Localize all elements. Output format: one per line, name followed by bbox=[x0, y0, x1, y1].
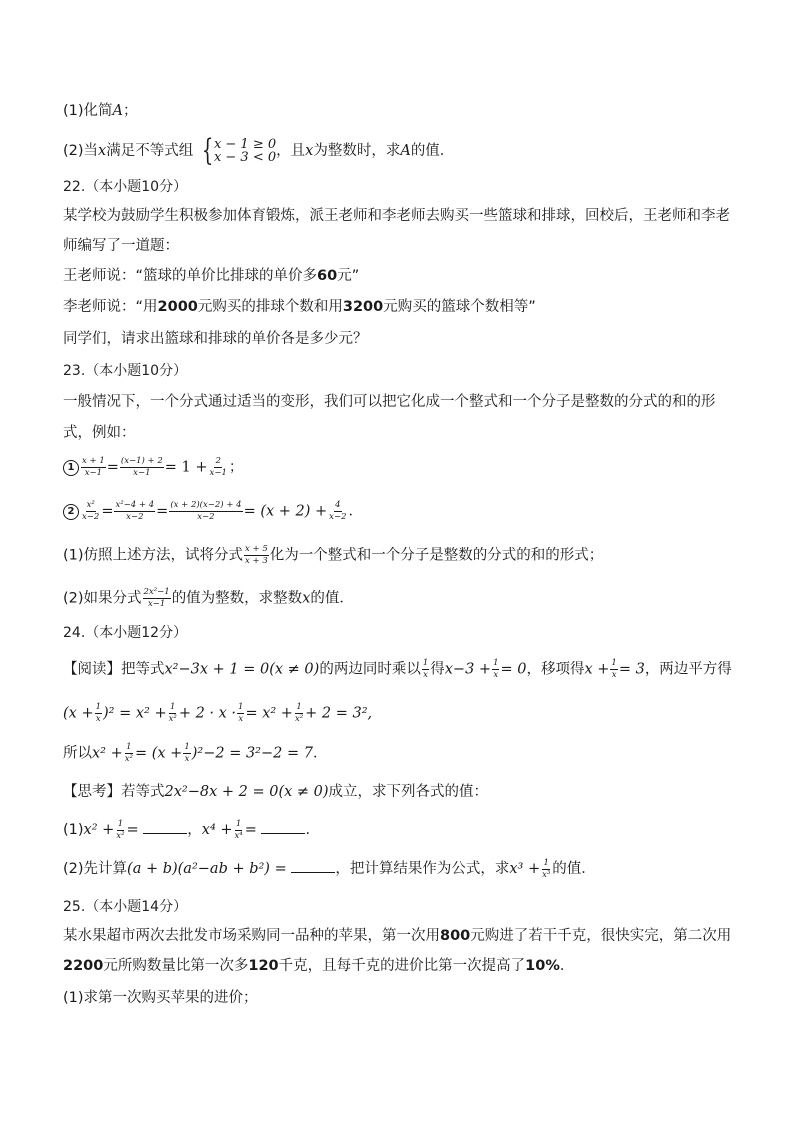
answer-blank-2[interactable] bbox=[261, 819, 305, 834]
q25-line2: 2200元所购数量比第一次多120千克，且每千克的进价比第一次提高了10%． bbox=[63, 958, 575, 974]
q22-wang: 王老师说：“篮球的单价比排球的单价多60元” bbox=[63, 268, 360, 284]
q22-line1: 某学校为鼓励学生积极参加体育锻炼，派王老师和李老师去购买一些篮球和排球，回校后，王老师和李老 bbox=[63, 208, 730, 224]
q23-part1: (1)仿照上述方法，试将分式 $\frac{x + 5}{x + 3}$ 化为一个整式和一个分子是整数的分式的和的形式； bbox=[63, 544, 604, 566]
answer-blank-3[interactable] bbox=[291, 858, 335, 873]
q25-line1: 某水果超市两次去批发市场采购同一品种的苹果，第一次用800元购进了若干千克，很快实完，第二次用 bbox=[63, 928, 732, 944]
circled-number-2: 2 bbox=[63, 504, 79, 520]
q21-part2: (2)当x满足不等式组 { x − 1 ≥ 0 x − 3 < 0 ，且x为整数时，求A的值． bbox=[63, 133, 455, 168]
q22-ask: 同学们，请求出篮球和排球的单价各是多少元？ bbox=[63, 331, 368, 347]
q21-part1: (1)化简A； bbox=[63, 103, 138, 119]
answer-blank-1[interactable] bbox=[143, 819, 187, 834]
q22-line2: 师编写了一道题： bbox=[63, 238, 179, 254]
q24-square-line: (x + $\frac{1}{x}$ )² = x² + $\frac{1}{\text{x²}}$ + 2 · x · $\frac{1}{x}$ = x² + $\frac{1}{\text{x²}}$ + 2 = 3², bbox=[63, 702, 373, 724]
q25-header: 25.（本小题14分） bbox=[63, 899, 188, 915]
q24-so-line: 所以x² + $\frac{1}{\text{x²}}$ = (x + $\frac{1}{x}$ )²−2 = 3²−2 = 7． bbox=[63, 742, 328, 764]
q23-example2: 2 $\frac{\text{x²}}{x-2}$ = $\frac{\text{x²−4 + 4}}{x-2}$ = $\frac{(x + 2)(x-2) + 4}{x-2}$ = (x + 2) + $\frac{4}{x-2}$ ． bbox=[63, 501, 754, 522]
q25-part1: (1)求第一次购买苹果的进价； bbox=[63, 990, 258, 1006]
q24-think: 【思考】若等式2x²−8x + 2 = 0(x ≠ 0)成立，求下列各式的值： bbox=[63, 784, 489, 800]
circled-number-1: 1 bbox=[63, 460, 79, 476]
q23-line1: 一般情况下，一个分式通过适当的变形，我们可以把它化成一个整式和一个分子是整数的分式的和的形 bbox=[63, 394, 716, 410]
q24-read: 【阅读】把等式x²−3x + 1 = 0(x ≠ 0)的两边同时乘以 $\frac{1}{x}$ 得x−3 + $\frac{1}{x}$ = 0，移项得x + $\frac{1}{x}$ = 3，两边平方得 bbox=[63, 658, 732, 680]
q23-example1: 1 $\frac{x + 1}{x-1}$ = $\frac{(x-1) + 2}{x-1}$ = 1 + $\frac{2}{x-1}$ ； bbox=[63, 457, 754, 478]
q24-part2: (2)先计算(a + b)(a²−ab + b²) = ，把计算结果作为公式，求x³ + $\frac{1}{\text{x³}}$ 的值． bbox=[63, 857, 596, 880]
inequality-system: { x − 1 ≥ 0 x − 3 < 0 bbox=[201, 133, 277, 168]
q24-header: 24.（本小题12分） bbox=[63, 625, 188, 641]
q23-header: 23.（本小题10分） bbox=[63, 363, 188, 379]
q23-part2: (2)如果分式 $\frac{\text{2x²−1}}{x-1}$ 的值为整数，求整数x的值． bbox=[63, 587, 354, 609]
q22-li: 李老师说：“用2000元购买的排球个数和用3200元购买的篮球个数相等” bbox=[63, 299, 536, 315]
q24-part1: (1)x² + $\frac{1}{\text{x²}}$ = ，x⁴ + $\frac{1}{\text{x⁴}}$ = ． bbox=[63, 818, 320, 841]
q23-line2: 式，例如： bbox=[63, 425, 136, 441]
q22-header: 22.（本小题10分） bbox=[63, 179, 188, 195]
